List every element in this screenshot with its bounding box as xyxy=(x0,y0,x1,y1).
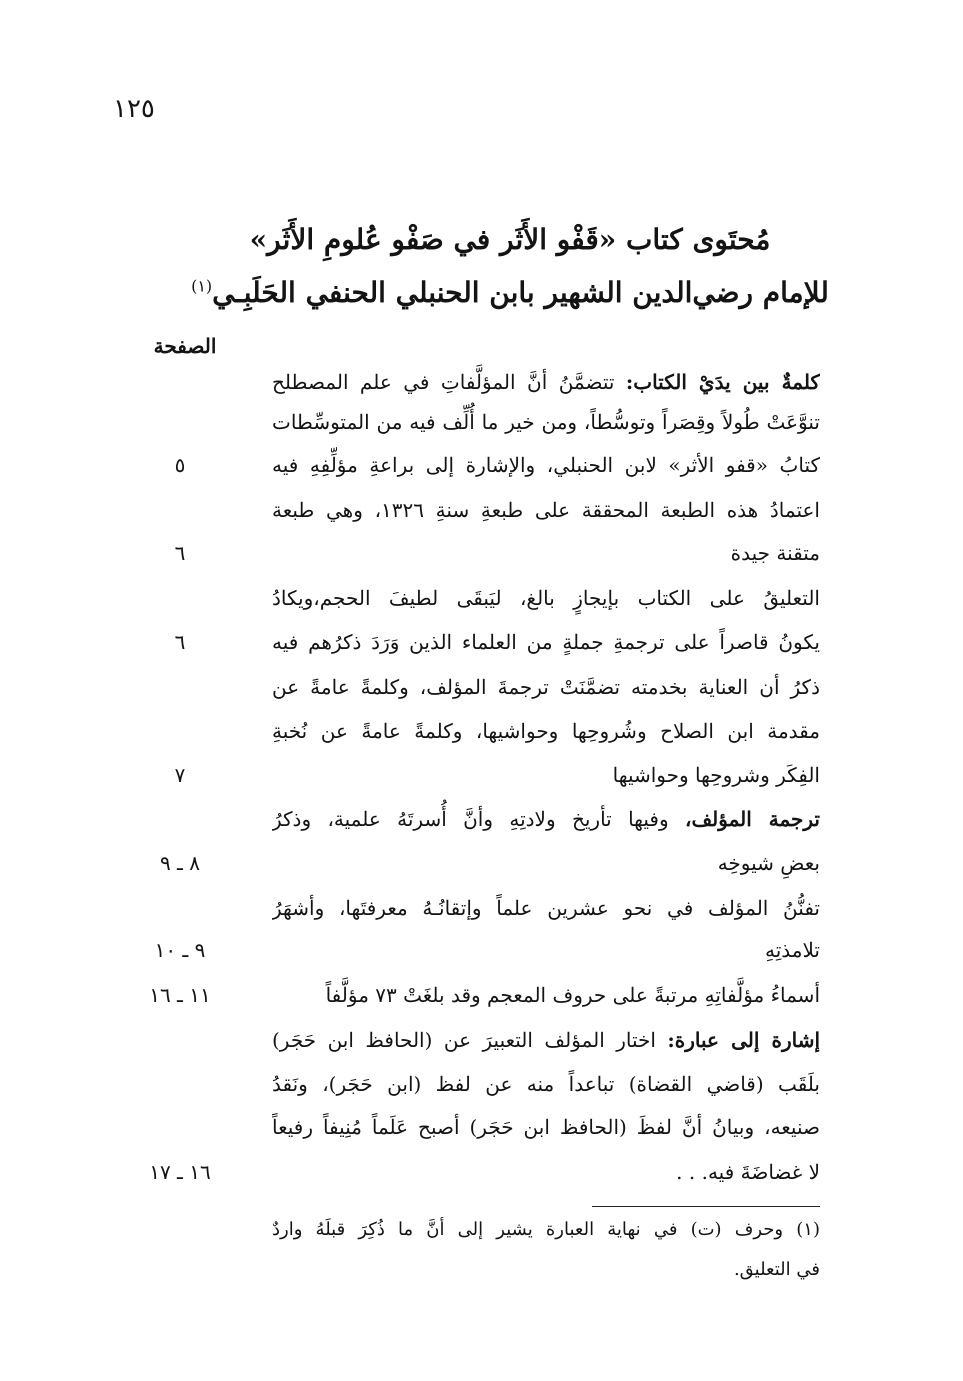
entry-line xyxy=(272,402,820,442)
entry-lead: إشارة إلى عبارة: xyxy=(667,1028,820,1052)
entry-line xyxy=(272,843,820,883)
entry-text: اختار المؤلف التعبيرَ عن (الحافظ ابن حَجَر) xyxy=(272,1028,668,1052)
entry-line xyxy=(272,533,820,573)
entry-text: متقنة جيدة xyxy=(730,541,820,565)
entry-line xyxy=(272,1064,820,1104)
page-number: ١٢٥ xyxy=(113,94,155,124)
title-line-1: مُحتَوى كتاب «قَفْو الأَثَر في صَفْو عُلومِ الأَثَر» xyxy=(249,223,771,256)
entry-page-ref: ٩ ـ ١٠ xyxy=(154,938,206,962)
entry-line xyxy=(272,975,820,1015)
footnote-line-1: (١) وحرف (ت) في نهاية العبارة يشير إلى أنَّ ما ذُكِرَ قبلَهُ واردٌ xyxy=(272,1219,820,1240)
entry-text: تتضمَّنُ أنَّ المؤلَّفاتِ في علم المصطلح xyxy=(272,370,626,394)
entry-line xyxy=(272,490,820,530)
entry-line xyxy=(272,799,820,839)
entry-text: بلَقَب (قاضي القضاة) تباعداً منه عن لفظ (ابن حَجَر)، ونَقدُ xyxy=(272,1072,820,1096)
entry-line xyxy=(272,1107,820,1147)
page-column-header: الصفحة xyxy=(153,334,217,358)
entry-lead: ترجمة المؤلف، xyxy=(685,807,820,831)
entry-page-ref: ١٦ ـ ١٧ xyxy=(149,1160,211,1184)
entry-page-ref: ٧ xyxy=(174,763,186,787)
entry-text: اعتمادُ هذه الطبعة المحققة على طبعةِ سنةِ ١٣٢٦، وهي طبعة xyxy=(272,498,820,522)
entry-text: أسماءُ مؤلَّفاتِهِ مرتبةً على حروف المعجم وقد بلغَتْ ٧٣ مؤلَّفاً xyxy=(325,983,820,1007)
entry-lead: كلمةٌ بين يدَيْ الكتاب: xyxy=(625,370,820,394)
footnote-marker: (١) xyxy=(191,276,213,296)
entry-line xyxy=(272,711,820,751)
entry-text: الفِكَر وشروحِها وحواشيها xyxy=(612,763,820,787)
entry-text: لا غضاضَةَ فيه. . . xyxy=(676,1160,820,1184)
entry-line xyxy=(272,755,820,795)
title-line-2 xyxy=(180,276,840,309)
entry-text: التعليقُ على الكتاب بإيجازٍ بالغ، ليَبقَى لطيفَ الحجم،ويكادُ xyxy=(272,586,820,610)
entry-line xyxy=(272,362,820,402)
entry-text: مقدمة ابن الصلاح وشُروحِها وحواشيها، وكلمةً عامةً عن نُخبةِ xyxy=(272,719,820,743)
entry-line xyxy=(272,445,820,485)
entry-text: بعضِ شيوخِه xyxy=(717,851,820,875)
footnote-divider xyxy=(592,1206,820,1207)
entry-page-ref: ٨ ـ ٩ xyxy=(159,851,201,875)
entry-line xyxy=(272,888,820,928)
entry-line xyxy=(272,622,820,662)
entry-text: تنوَّعَتْ طُولاً وقِصَراً وتوسُّطاً، ومن خير ما أُلِّف فيه من المتوسِّطات xyxy=(272,410,820,434)
entry-text: تلامذتِهِ xyxy=(765,938,820,962)
entry-text: كتابُ «قفو الأثر» لابن الحنبلي، والإشارة إلى براعةِ مؤلِّفِهِ فيه xyxy=(272,453,820,477)
entry-text: ذكرُ أن العناية بخدمته تضمَّنَتْ ترجمةَ المؤلف، وكلمةً عامةً عن xyxy=(272,675,820,699)
entry-line xyxy=(272,1152,820,1192)
entry-page-ref: ١١ ـ ١٦ xyxy=(149,983,211,1007)
title-line-2-text: للإمام رضي‌الدين الشهير بابن الحنبلي الحنفي الحَلَبِـي xyxy=(212,276,829,309)
entry-text: وفيها تأريخ ولادتِهِ وأنَّ أُسرتَهُ علمية، وذكرُ xyxy=(272,807,685,831)
entry-line xyxy=(272,667,820,707)
footnote-line-2: في التعليق. xyxy=(733,1259,820,1280)
entry-page-ref: ٦ xyxy=(174,541,186,565)
entry-text: يكونُ قاصراً على ترجمةِ جملةٍ من العلماء الذين وَرَدَ ذكرُهم فيه xyxy=(272,630,820,654)
entry-line xyxy=(272,1020,820,1060)
entry-text: صنيعه، وبيانُ أنَّ لفظَ (الحافظ ابن حَجَر) أصبح عَلَماً مُنِيفاً رفيعاً xyxy=(272,1115,820,1139)
entry-page-ref: ٦ xyxy=(174,630,186,654)
entry-text: تفنُّنُ المؤلف في نحو عشرين علماً وإتقانُـهُ معرفتَها، وأشهَرُ xyxy=(272,896,820,920)
entry-line xyxy=(272,930,820,970)
entry-line xyxy=(272,578,820,618)
entry-page-ref: ٥ xyxy=(174,453,186,477)
